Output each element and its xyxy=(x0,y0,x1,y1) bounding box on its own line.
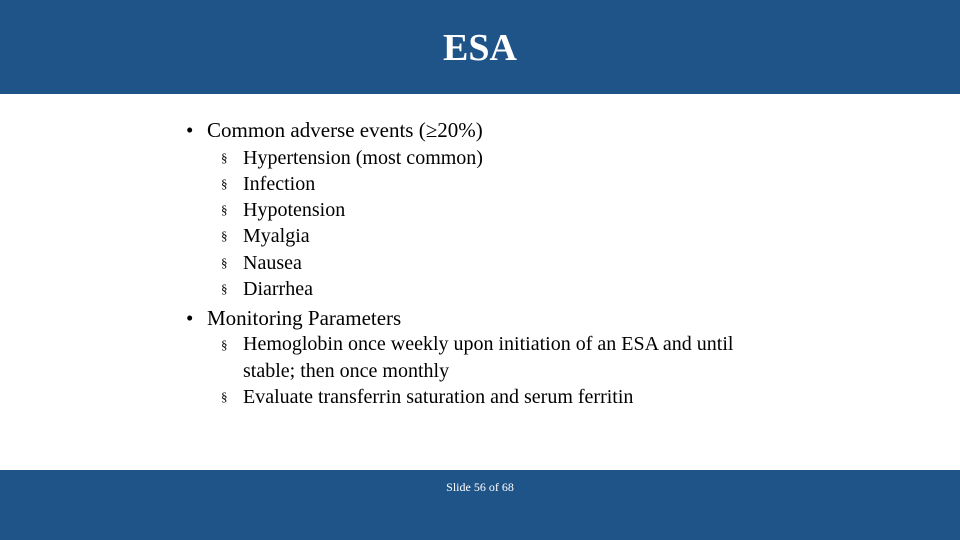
sub-bullet-marker: § xyxy=(221,228,228,243)
sub-bullet-marker: § xyxy=(221,389,228,404)
sub-bullet-marker: § xyxy=(221,202,228,217)
sub-bullet-marker: § xyxy=(221,281,228,296)
list-item xyxy=(221,145,483,171)
list-item-text: Evaluate transferrin saturation and serum ferritin xyxy=(243,386,634,408)
list-item-text: Hypotension xyxy=(243,199,346,221)
slide-title: ESA xyxy=(443,27,517,69)
list-item xyxy=(221,223,310,249)
list-item xyxy=(221,331,781,385)
list-item xyxy=(221,384,633,410)
list-item xyxy=(221,197,345,223)
slide-number: Slide 56 of 68 xyxy=(446,480,514,494)
sub-bullet-marker: § xyxy=(221,337,228,352)
sub-bullet-marker: § xyxy=(221,176,228,191)
list-item xyxy=(221,250,302,276)
list-item-text: Hypertension (most common) xyxy=(243,147,483,169)
list-item-text: Hemoglobin once weekly upon initiation of an ESA and until stable; then once monthly xyxy=(243,333,734,382)
bullet-adverse-events xyxy=(186,117,483,143)
list-item-text: Diarrhea xyxy=(243,278,313,300)
bullet-label: Monitoring Parameters xyxy=(207,306,402,330)
bullet-dot: • xyxy=(186,118,194,142)
list-item-text: Myalgia xyxy=(243,225,310,247)
bullet-monitoring xyxy=(186,305,401,331)
list-item xyxy=(221,276,313,302)
bullet-label: Common adverse events (≥20%) xyxy=(207,118,483,142)
list-item-text: Infection xyxy=(243,173,316,195)
sub-bullet-marker: § xyxy=(221,150,228,165)
bullet-dot: • xyxy=(186,306,194,330)
list-item-text: Nausea xyxy=(243,252,302,274)
list-item xyxy=(221,171,315,197)
sub-bullet-marker: § xyxy=(221,255,228,270)
